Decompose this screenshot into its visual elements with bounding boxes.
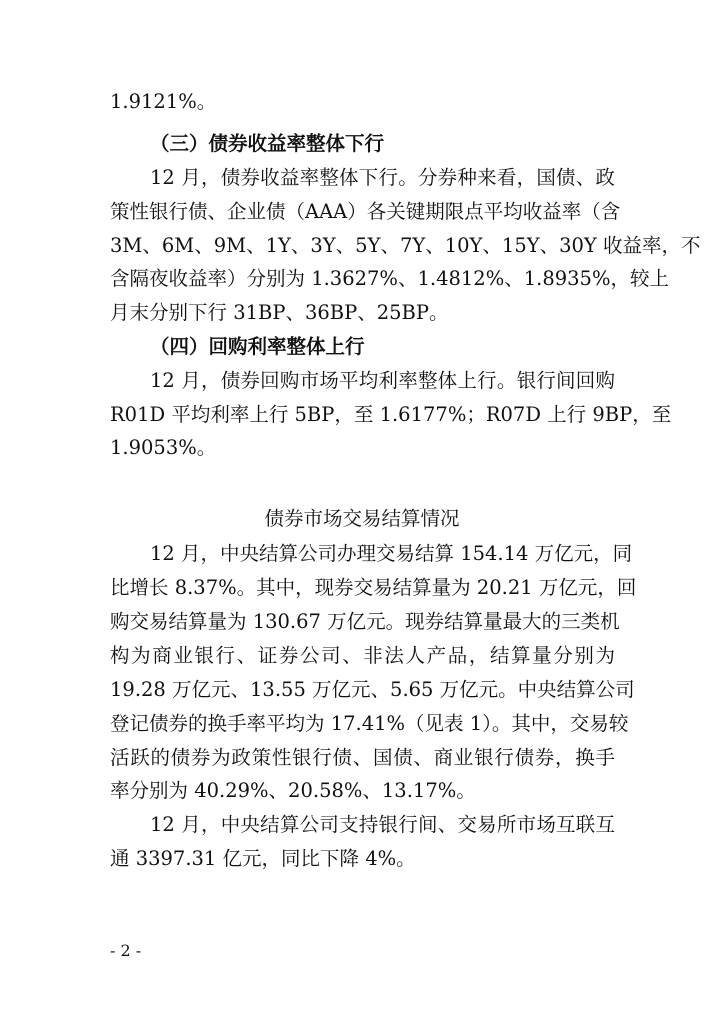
paragraph-line: R01D 平均利率上行 5BP，至 1.6177%；R07D 上行 9BP，至	[110, 403, 672, 426]
paragraph-line: 策性银行债、企业债（AAA）各关键期限点平均收益率（含	[110, 200, 621, 223]
paragraph-line: 购交易结算量为 130.67 万亿元。现券结算量最大的三类机	[110, 610, 620, 633]
paragraph-line: 率分别为 40.29%、20.58%、13.17%。	[110, 779, 476, 802]
paragraph-line: 活跃的债券为政策性银行债、国债、商业银行债券，换手	[110, 746, 615, 769]
page-number: - 2 -	[110, 941, 142, 960]
paragraph-line: 3M、6M、9M、1Y、3Y、5Y、7Y、10Y、15Y、30Y 收益率，不	[110, 234, 701, 257]
paragraph-line: 19.28 万亿元、13.55 万亿元、5.65 万亿元。中央结算公司	[110, 678, 635, 701]
paragraph-line: 登记债券的换手率平均为 17.41%（见表 1）。其中，交易较	[110, 712, 629, 735]
paragraph-line: 构为商业银行、证券公司、非法人产品，结算量分别为	[110, 644, 615, 667]
paragraph-line: 12 月，中央结算公司办理交易结算 154.14 万亿元，同	[150, 542, 633, 565]
paragraph-line: 12 月，中央结算公司支持银行间、交易所市场互联互	[150, 813, 615, 836]
paragraph-line: 通 3397.31 亿元，同比下降 4%。	[110, 847, 416, 870]
paragraph-line: 比增长 8.37%。其中，现券交易结算量为 20.21 万亿元，回	[110, 576, 637, 599]
paragraph-line: 月末分别下行 31BP、36BP、25BP。	[110, 301, 449, 324]
section-heading-yield: （三）债券收益率整体下行	[150, 132, 385, 155]
paragraph-line: 12 月，债券收益率整体下行。分券种来看，国债、政	[150, 166, 615, 189]
paragraph-line: 1.9121%。	[110, 90, 217, 113]
section-heading-repo: （四）回购利率整体上行	[150, 335, 365, 358]
paragraph-line: 含隔夜收益率）分别为 1.3627%、1.4812%、1.8935%，较上	[110, 267, 669, 290]
section-title-settlement: 债券市场交易结算情况	[264, 507, 460, 530]
paragraph-line: 12 月，债券回购市场平均利率整体上行。银行间回购	[150, 369, 615, 392]
paragraph-line: 1.9053%。	[110, 436, 217, 459]
